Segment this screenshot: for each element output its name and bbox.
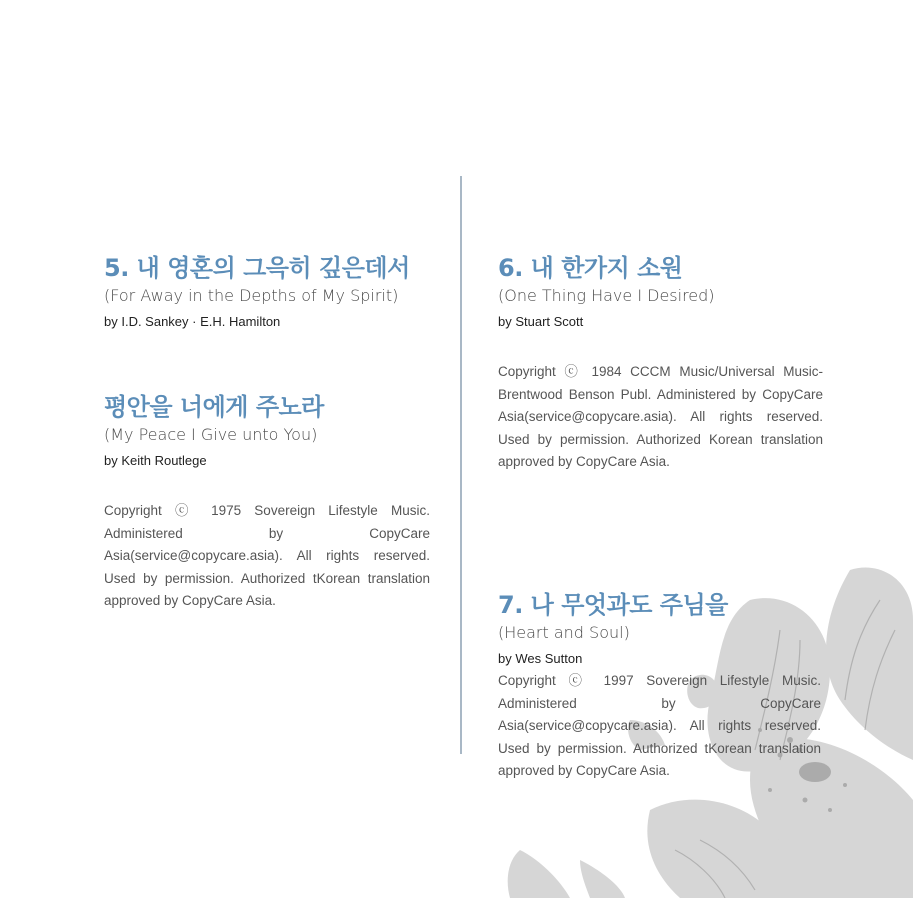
column-divider: [460, 176, 462, 754]
song-7-block: [498, 590, 821, 783]
song-6-author: by Stuart Scott: [498, 314, 584, 329]
song-6-copyright: Copyright ⓒ 1984 CCCM Music/Universal Music-Brentwood Benson Publ. Administered by CopyCare Asia(service@copycare.asia). All rights reserved. Used by permission. Authorized Korean translation approved by CopyCare Asia.: [498, 364, 823, 469]
song-6-title: 6. 내 한가지 소원: [498, 254, 683, 282]
song-5-author: by I.D. Sankey · E.H. Hamilton: [104, 314, 281, 329]
song-peace-copyright: Copyright ⓒ 1975 Sovereign Lifestyle Music. Administered by CopyCare Asia(service@copycare.asia). All rights reserved. Used by permission. Authorized tKorean translation approved by CopyCare Asia.: [104, 503, 430, 608]
song-5-block: [104, 253, 434, 331]
song-peace-block: [104, 392, 430, 613]
song-7-title: 7. 나 무엇과도 주님을: [498, 591, 728, 619]
song-7-author: by Wes Sutton: [498, 651, 583, 666]
song-5-title: 5. 내 영혼의 그윽히 깊은데서: [104, 254, 410, 282]
song-peace-subtitle: (My Peace I Give unto You): [104, 425, 318, 444]
song-7-subtitle: (Heart and Soul): [498, 623, 630, 642]
song-6-subtitle: (One Thing Have I Desired): [498, 286, 715, 305]
song-5-subtitle: (For Away in the Depths of My Spirit): [104, 286, 399, 305]
song-peace-author: by Keith Routlege: [104, 453, 207, 468]
song-7-copyright: Copyright ⓒ 1997 Sovereign Lifestyle Music. Administered by CopyCare Asia(service@copycare.asia). All rights reserved. Used by permission. Authorized tKorean translation approved by CopyCare Asia.: [498, 673, 821, 778]
song-6-block: [498, 253, 823, 474]
song-peace-title: 평안을 너에게 주노라: [104, 393, 324, 421]
